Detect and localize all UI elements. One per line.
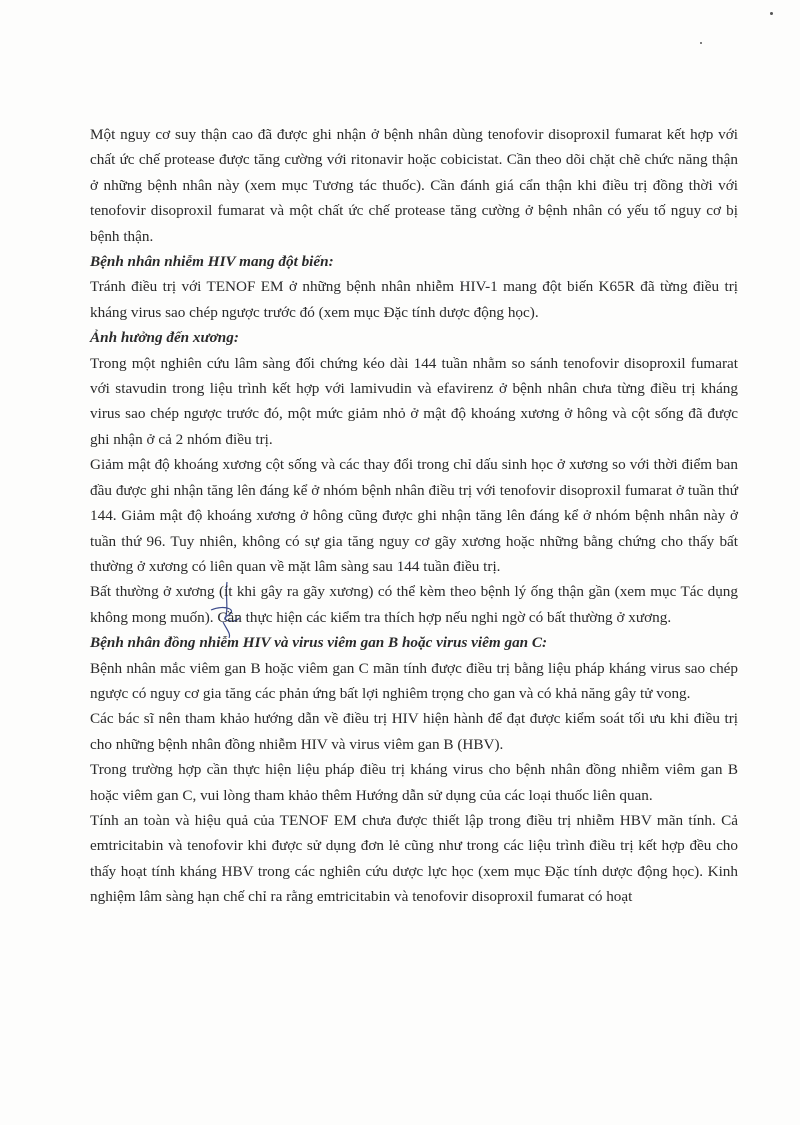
heading-hiv-mutation: Bệnh nhân nhiễm HIV mang đột biến: <box>90 253 334 271</box>
paragraph-renal-risk: Một nguy cơ suy thận cao đã được ghi nhận ở bệnh nhân dùng tenofovir disoproxil fumarat kết hợp với chất ức chế protease được tăng cường với ritonavir hoặc cobicistat. Cần theo dõi chặt chẽ chức năng thận ở những bệnh nhân này (xem mục Tương tác thuốc). Cần đánh giá cẩn thận khi điều trị đồng thời với tenofovir disoproxil fumarat và một chất ức chế protease tăng cường ở bệnh nhân có yếu tố nguy cơ bị bệnh thận. <box>90 126 738 245</box>
scan-speck <box>700 42 702 44</box>
heading-bone-effects: Ảnh hưởng đến xương: <box>90 329 239 347</box>
paragraph-antiviral-guidance: Trong trường hợp cần thực hiện liệu pháp điều trị kháng virus cho bệnh nhân đồng nhiễm viêm gan B hoặc viêm gan C, vui lòng tham khảo thêm Hướng dẫn sử dụng của các loại thuốc liên quan. <box>90 761 738 804</box>
paragraph-bone-abnormality: Bất thường ở xương (ít khi gây ra gãy xương) có thể kèm theo bệnh lý ống thận gần (xem mục Tác dụng không mong muốn). Cần thực hiện các kiểm tra thích hợp nếu nghi ngờ có bất thường ở xương. <box>90 583 738 626</box>
document-body <box>90 122 738 910</box>
paragraph-bone-density: Giảm mật độ khoáng xương cột sống và các thay đổi trong chỉ dấu sinh học ở xương so với thời điểm ban đầu được ghi nhận tăng lên đáng kể ở nhóm bệnh nhân điều trị với tenofovir disoproxil fumarat ở tuần thứ 144. Giảm mật độ khoáng xương ở hông cũng được ghi nhận tăng lên đáng kể ở nhóm bệnh nhân này ở tuần thứ 96. Tuy nhiên, không có sự gia tăng nguy cơ gãy xương hoặc những bằng chứng cho thấy bất thường ở xương có liên quan về mặt lâm sàng sau 144 tuần điều trị. <box>90 456 738 575</box>
scan-speck <box>770 12 773 15</box>
paragraph-hepatitis-risk: Bệnh nhân mắc viêm gan B hoặc viêm gan C mãn tính được điều trị bằng liệu pháp kháng virus sao chép ngược có nguy cơ gia tăng các phản ứng bất lợi nghiêm trọng cho gan và có khả năng gây tử vong. <box>90 659 738 702</box>
heading-coinfection: Bệnh nhân đồng nhiễm HIV và virus viêm gan B hoặc virus viêm gan C: <box>90 634 548 652</box>
paragraph-safety-efficacy: Tính an toàn và hiệu quả của TENOF EM chưa được thiết lập trong điều trị nhiễm HBV mãn tính. Cả emtricitabin và tenofovir khi được sử dụng đơn lẻ cũng như trong các liệu trình điều trị kết hợp đều cho thấy hoạt tính kháng HBV trong các nghiên cứu dược lực học (xem mục Đặc tính dược động học). Kinh nghiệm lâm sàng hạn chế chỉ ra rằng emtricitabin và tenofovir disoproxil fumarat có hoạt <box>90 811 738 906</box>
paragraph-k65r: Tránh điều trị với TENOF EM ở những bệnh nhân nhiễm HIV-1 mang đột biến K65R đã từng điều trị kháng virus sao chép ngược trước đó (xem mục Đặc tính dược động học). <box>90 278 738 321</box>
paragraph-hiv-guidelines: Các bác sĩ nên tham khảo hướng dẫn về điều trị HIV hiện hành để đạt được kiểm soát tối ưu khi điều trị cho những bệnh nhân đồng nhiễm HIV và virus viêm gan B (HBV). <box>90 710 738 753</box>
paragraph-bone-study: Trong một nghiên cứu lâm sàng đối chứng kéo dài 144 tuần nhằm so sánh tenofovir disoproxil fumarat với stavudin trong liệu trình kết hợp với lamivudin và efavirenz ở bệnh nhân chưa từng điều trị kháng virus sao chép ngược trước đó, một mức giảm nhỏ ở mật độ khoáng xương ở hông và cột sống đã được ghi nhận ở cả 2 nhóm điều trị. <box>90 354 738 448</box>
